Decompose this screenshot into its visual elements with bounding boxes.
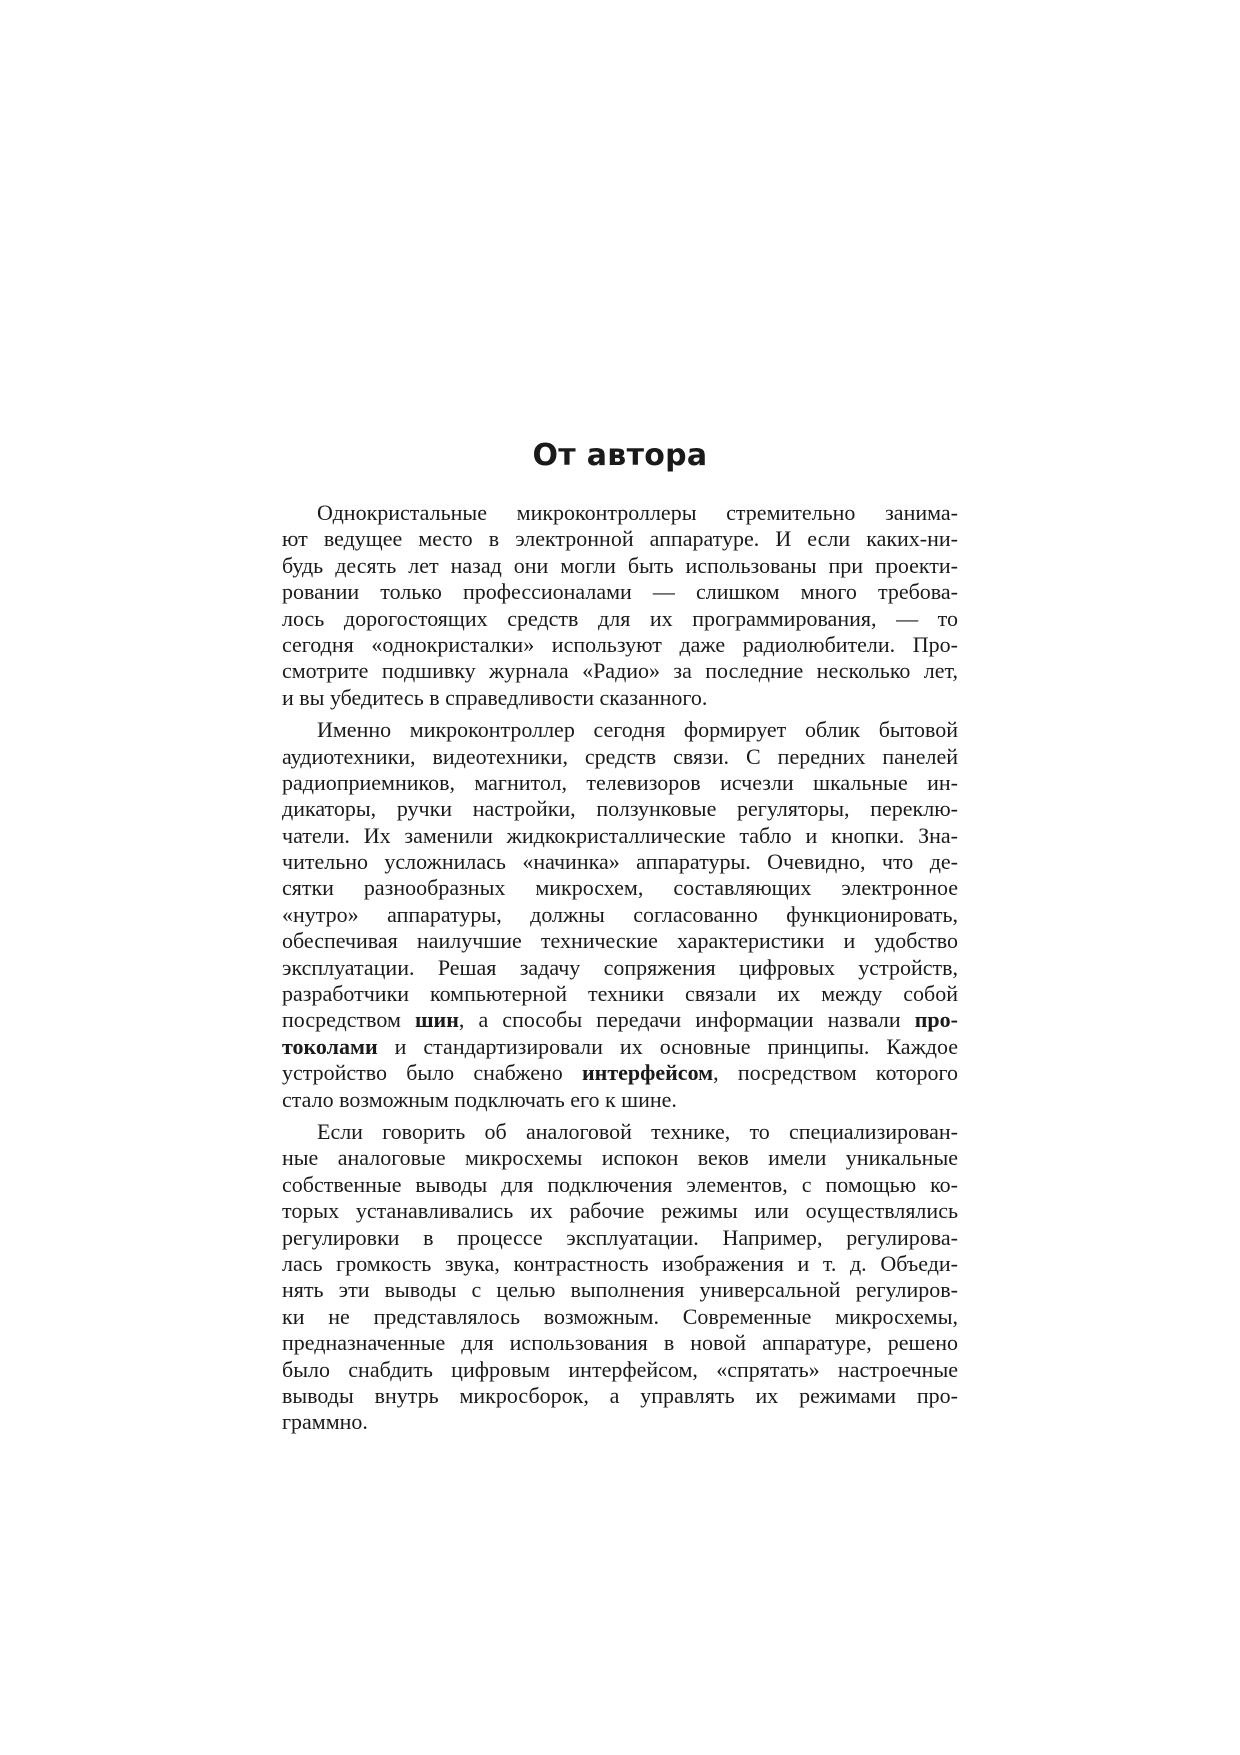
text-line: чатели. Их заменили жидкокристаллические табло и кнопки. Зна- (282, 822, 958, 848)
text-line: чительно усложнилась «начинка» аппаратуры. Очевидно, что де- (282, 849, 958, 875)
body-text (282, 500, 958, 1436)
text-line: Если говорить об аналоговой технике, то специализирован- (317, 1118, 958, 1144)
text-line: ки не представлялось возможным. Современные микросхемы, (282, 1303, 958, 1329)
text-line (282, 1034, 958, 1060)
text-line: дикаторы, ручки настройки, ползунковые регуляторы, переклю- (282, 796, 958, 822)
term-protocols-part2: токолами (282, 1033, 378, 1059)
paragraph-1 (282, 500, 958, 711)
text-line: сегодня «однокристалки» используют даже радиолюбители. Про- (282, 631, 958, 657)
text-segment: , а способы передачи информации назвали (458, 1007, 915, 1033)
text-line: лось дорогостоящих средств для их программирования, — то (282, 605, 958, 631)
text-line: Однокристальные микроконтроллеры стремительно занима- (317, 500, 958, 525)
text-line: стало возможным подключать его к шине. (282, 1086, 677, 1112)
text-segment: устройство было снабжено (282, 1060, 582, 1086)
text-line: радиоприемников, магнитол, телевизоров исчезли шкальные ин- (282, 769, 958, 795)
text-line: обеспечивая наилучшие технические характеристики и удобство (282, 928, 958, 954)
term-shin: шин (414, 1007, 459, 1033)
paragraph-2 (282, 717, 958, 1113)
term-protocols-part1: про- (914, 1007, 958, 1033)
text-line: и вы убедитесь в справедливости сказанного. (282, 684, 708, 710)
paragraph-3 (282, 1119, 958, 1436)
text-line: Именно микроконтроллер сегодня формирует облик бытовой (317, 717, 958, 743)
text-line: эксплуатации. Решая задачу сопряжения цифровых устройств, (282, 954, 958, 980)
page-title: От автора (532, 438, 708, 473)
text-line: сятки разнообразных микросхем, составляющих электронное (282, 875, 958, 901)
text-line: граммно. (282, 1409, 368, 1435)
text-line: ровании только профессионалами — слишком много требова- (282, 579, 958, 605)
text-line: лась громкость звука, контрастность изображения и т. д. Объеди- (282, 1250, 958, 1276)
text-line: смотрите подшивку журнала «Радио» за последние несколько лет, (282, 658, 958, 684)
text-line: собственные выводы для подключения элементов, с помощью ко- (282, 1171, 958, 1197)
text-line: ные аналоговые микросхемы испокон веков имели уникальные (282, 1145, 958, 1171)
text-line: ют ведущее место в электронной аппаратуре. И если каких-ни- (282, 526, 958, 552)
text-segment: посредством (282, 1007, 415, 1033)
text-line: было снабдить цифровым интерфейсом, «спрятать» настроечные (282, 1356, 958, 1382)
text-line: предназначенные для использования в новой аппаратуре, решено (282, 1330, 958, 1356)
text-line: нять эти выводы с целью выполнения универсальной регулиров- (282, 1277, 958, 1303)
term-interface: интерфейсом (581, 1060, 714, 1086)
text-line: разработчики компьютерной техники связали их между собой (282, 981, 958, 1007)
text-line: будь десять лет назад они могли быть использованы при проекти- (282, 552, 958, 578)
text-line: аудиотехники, видеотехники, средств связи. С передних панелей (282, 743, 958, 769)
text-line: регулировки в процессе эксплуатации. Например, регулирова- (282, 1224, 958, 1250)
text-line: «нутро» аппаратуры, должны согласованно функционировать, (282, 901, 958, 927)
text-segment: и стандартизировали их основные принципы. Каждое (377, 1033, 958, 1059)
text-line (282, 1060, 958, 1086)
text-line: выводы внутрь микросборок, а управлять их режимами про- (282, 1382, 958, 1408)
text-line (282, 1007, 958, 1033)
text-segment: , посредством которого (713, 1060, 958, 1086)
text-line: торых устанавливались их рабочие режимы или осуществлялись (282, 1198, 958, 1224)
